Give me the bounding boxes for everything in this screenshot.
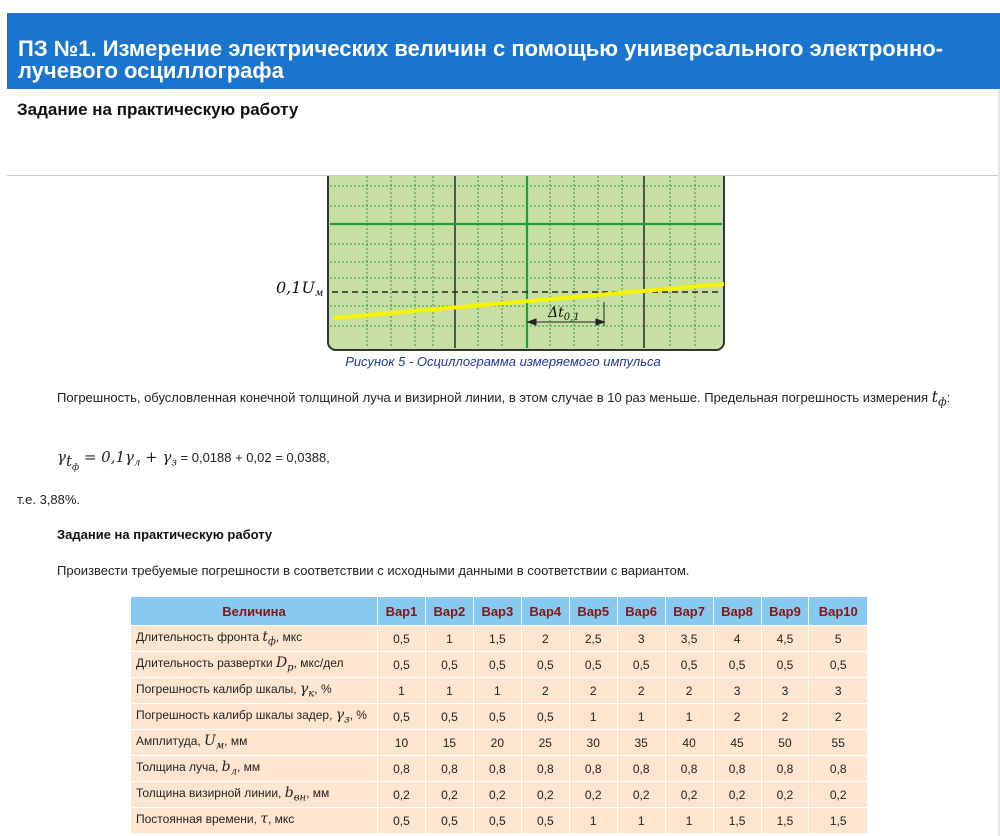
value-cell: 35 bbox=[617, 730, 665, 756]
table-row bbox=[131, 782, 868, 808]
table-row bbox=[131, 756, 868, 782]
value-cell: 1,5 bbox=[713, 808, 761, 834]
value-cell: 0,5 bbox=[617, 652, 665, 678]
header-var: Вар10 bbox=[809, 597, 868, 626]
row-label: Толщина луча, $b_л$, мм bbox=[131, 756, 378, 782]
value-cell: 0,8 bbox=[665, 756, 713, 782]
page-title: ПЗ №1. Измерение электрических величин с помощью универсального электронно-лучевого осциллографа bbox=[18, 36, 944, 83]
value-cell: 0,5 bbox=[473, 652, 521, 678]
value-cell: 0,5 bbox=[521, 652, 569, 678]
paragraph-task: Произвести требуемые погрешности в соответствии с исходными данными в соответствии с вариантом. bbox=[57, 563, 690, 578]
t-ph-symbol: $t_ф$ bbox=[931, 387, 947, 409]
value-cell: 0,2 bbox=[569, 782, 617, 808]
value-cell: 40 bbox=[665, 730, 713, 756]
value-cell: 2 bbox=[665, 678, 713, 704]
value-cell: 3,5 bbox=[665, 626, 713, 652]
task-heading: Задание на практическую работу bbox=[57, 527, 273, 542]
header-var: Вар3 bbox=[473, 597, 521, 626]
value-cell: 0,5 bbox=[521, 704, 569, 730]
value-cell: 2 bbox=[521, 626, 569, 652]
value-cell: 0,8 bbox=[521, 756, 569, 782]
title-banner bbox=[7, 13, 1000, 89]
section-subtitle: Задание на практическую работу bbox=[17, 100, 299, 119]
paragraph-percent: т.е. 3,88%. bbox=[17, 492, 81, 507]
value-cell: 0,2 bbox=[617, 782, 665, 808]
value-cell: 2 bbox=[521, 678, 569, 704]
value-cell: 2 bbox=[809, 704, 868, 730]
value-cell: 1 bbox=[569, 704, 617, 730]
row-label: Толщина визирной линии, $b_{вн}$, мм bbox=[131, 782, 378, 808]
value-cell: 1 bbox=[473, 678, 521, 704]
value-cell: 1 bbox=[425, 678, 473, 704]
header-var: Вар9 bbox=[761, 597, 809, 626]
header-var: Вар5 bbox=[569, 597, 617, 626]
row-label: Амплитуда, $U_м$, мм bbox=[131, 730, 378, 756]
value-cell: 0,8 bbox=[713, 756, 761, 782]
value-cell: 1 bbox=[617, 704, 665, 730]
value-cell: 20 bbox=[473, 730, 521, 756]
delta-label-sub: 0,1 bbox=[563, 312, 580, 323]
value-cell: 0,2 bbox=[378, 782, 426, 808]
value-cell: 10 bbox=[378, 730, 426, 756]
error-formula: $\gamma_{t_ф} = 0,1\gamma_л + \gamma_з = 0,0188 + 0,02 = 0,0388$, bbox=[57, 448, 330, 473]
value-cell: 1 bbox=[665, 808, 713, 834]
value-cell: 0,8 bbox=[378, 756, 426, 782]
value-cell: 0,5 bbox=[761, 652, 809, 678]
table-row bbox=[131, 808, 868, 834]
paragraph-error: Погрешность, обусловленная конечной толщиной луча и визирной линии, в этом случае в 10 раз меньше. Предельная погрешность измерения $t_ф$: bbox=[57, 387, 951, 409]
value-cell: 0,8 bbox=[617, 756, 665, 782]
value-cell: 0,2 bbox=[713, 782, 761, 808]
header-var: Вар8 bbox=[713, 597, 761, 626]
value-cell: 0,5 bbox=[809, 652, 868, 678]
value-cell: 0,2 bbox=[809, 782, 868, 808]
row-label: Погрешность калибр шкалы задер, $\gamma_з$, % bbox=[131, 704, 378, 730]
value-cell: 0,8 bbox=[761, 756, 809, 782]
paragraph-error-text: Погрешность, обусловленная конечной толщиной луча и визирной линии, в этом случае в 10 раз меньше. Предельная погрешность измерения bbox=[57, 390, 932, 405]
value-cell: 0,5 bbox=[378, 808, 426, 834]
header-var: Вар2 bbox=[425, 597, 473, 626]
value-cell: 1 bbox=[425, 626, 473, 652]
value-cell: 1 bbox=[378, 678, 426, 704]
value-cell: 4 bbox=[713, 626, 761, 652]
amplitude-label bbox=[276, 278, 323, 299]
value-cell: 55 bbox=[809, 730, 868, 756]
value-cell: 0,2 bbox=[761, 782, 809, 808]
value-cell: 0,5 bbox=[425, 704, 473, 730]
value-cell: 0,2 bbox=[473, 782, 521, 808]
value-cell: 0,5 bbox=[378, 704, 426, 730]
figure-caption: Рисунок 5 - Осциллограмма измеряемого импульса bbox=[345, 354, 661, 369]
header-var: Вар6 bbox=[617, 597, 665, 626]
value-cell: 0,2 bbox=[521, 782, 569, 808]
row-label: Длительность фронта $t_ф$, мкс bbox=[131, 626, 378, 652]
header-var: Вар7 bbox=[665, 597, 713, 626]
value-cell: 0,5 bbox=[425, 652, 473, 678]
table-row bbox=[131, 678, 868, 704]
value-cell: 3 bbox=[761, 678, 809, 704]
value-cell: 1,5 bbox=[809, 808, 868, 834]
value-cell: 0,2 bbox=[665, 782, 713, 808]
header-quantity: Величина bbox=[131, 597, 378, 626]
value-cell: 0,5 bbox=[473, 704, 521, 730]
value-cell: 50 bbox=[761, 730, 809, 756]
value-cell: 0,8 bbox=[809, 756, 868, 782]
row-label: Постоянная времени, τ, мкс bbox=[131, 808, 378, 834]
value-cell: 4,5 bbox=[761, 626, 809, 652]
value-cell: 2,5 bbox=[569, 626, 617, 652]
delta-label-main: Δt bbox=[548, 305, 564, 321]
value-cell: 25 bbox=[521, 730, 569, 756]
value-cell: 0,5 bbox=[521, 808, 569, 834]
oscillogram-figure bbox=[270, 176, 740, 354]
value-cell: 1,5 bbox=[473, 626, 521, 652]
row-label: Погрешность калибр шкалы, $\gamma_к$, % bbox=[131, 678, 378, 704]
header-var: Вар4 bbox=[521, 597, 569, 626]
value-cell: 5 bbox=[809, 626, 868, 652]
value-cell: 0,5 bbox=[569, 652, 617, 678]
value-cell: 1 bbox=[569, 808, 617, 834]
amplitude-label-sub: м bbox=[314, 288, 324, 299]
header-var: Вар1 bbox=[378, 597, 426, 626]
value-cell: 0,5 bbox=[473, 808, 521, 834]
table-row bbox=[131, 730, 868, 756]
value-cell: 0,2 bbox=[425, 782, 473, 808]
value-cell: 2 bbox=[713, 704, 761, 730]
value-cell: 3 bbox=[617, 626, 665, 652]
value-cell: 0,5 bbox=[425, 808, 473, 834]
table-row bbox=[131, 652, 868, 678]
value-cell: 0,5 bbox=[713, 652, 761, 678]
value-cell: 45 bbox=[713, 730, 761, 756]
value-cell: 2 bbox=[569, 678, 617, 704]
value-cell: 0,5 bbox=[378, 626, 426, 652]
value-cell: 1,5 bbox=[761, 808, 809, 834]
value-cell: 0,8 bbox=[425, 756, 473, 782]
table-body bbox=[131, 626, 868, 834]
value-cell: 2 bbox=[617, 678, 665, 704]
value-cell: 2 bbox=[761, 704, 809, 730]
value-cell: 30 bbox=[569, 730, 617, 756]
value-cell: 1 bbox=[617, 808, 665, 834]
value-cell: 1 bbox=[665, 704, 713, 730]
formula-result: = 0,0188 + 0,02 = 0,0388, bbox=[176, 450, 330, 465]
value-cell: 15 bbox=[425, 730, 473, 756]
amplitude-label-main: 0,1U bbox=[276, 278, 315, 297]
table-header-row bbox=[131, 597, 868, 626]
value-cell: 3 bbox=[809, 678, 868, 704]
table-row bbox=[131, 704, 868, 730]
table-row bbox=[131, 626, 868, 652]
value-cell: 0,8 bbox=[473, 756, 521, 782]
value-cell: 0,5 bbox=[665, 652, 713, 678]
variants-table bbox=[130, 596, 868, 834]
row-label: Длительность развертки $D_р$, мкс/дел bbox=[131, 652, 378, 678]
value-cell: 0,8 bbox=[569, 756, 617, 782]
value-cell: 0,5 bbox=[378, 652, 426, 678]
value-cell: 3 bbox=[713, 678, 761, 704]
